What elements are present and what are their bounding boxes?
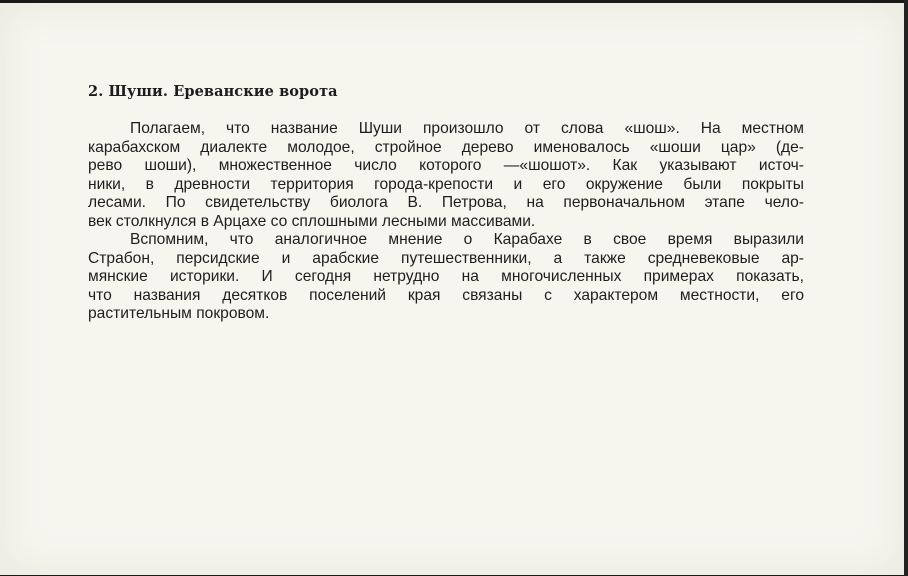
paragraph-1 xyxy=(88,120,804,231)
text-line: ники, в древности территория города-крепости и его окружение были покрыты xyxy=(88,175,804,193)
text-line: век столкнулся в Арцахе со сплошными лесными массивами. xyxy=(88,212,536,230)
text-line: Полагаем, что название Шуши произошло от слова «шош». На местном xyxy=(130,120,804,137)
text-line: Вспомним, что аналогичное мнение о Карабахе в свое время выразили xyxy=(130,231,804,248)
scan-edge xyxy=(904,0,908,576)
section-heading: 2. Шуши. Ереванские ворота xyxy=(88,83,338,100)
text-line: растительным покровом. xyxy=(88,305,270,322)
body-text xyxy=(88,120,804,324)
text-line: рево шоши), множественное число которого —«шошот». Как указывают источ- xyxy=(88,157,804,174)
text-line: лесами. По свидетельству биолога В. Петрова, на первоначальном этапе чело- xyxy=(88,194,804,211)
text-line: карабахском диалекте молодое, стройное дерево именовалось «шоши цар» (де- xyxy=(88,138,804,156)
text-line: что названия десятков поселений края связаны с характером местности, его xyxy=(88,286,804,304)
paragraph-2 xyxy=(88,231,804,324)
text-line: Страбон, персидские и арабские путешественники, а также средневековые ар- xyxy=(88,249,804,267)
text-line: мянские историки. И сегодня нетрудно на многочисленных примерах показать, xyxy=(88,268,804,285)
document-page xyxy=(0,3,904,575)
